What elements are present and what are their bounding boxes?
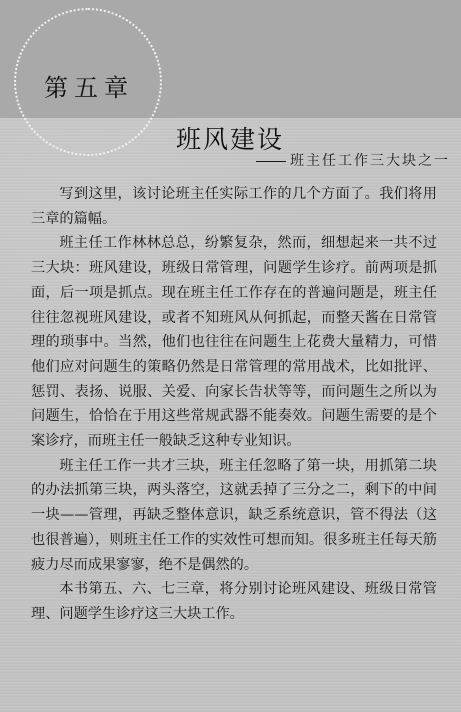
paragraph-4: 本书第五、六、七三章，将分别讨论班风建设、班级日常管理、问题学生诊疗这三大块工作。: [31, 581, 437, 622]
body-text: [31, 182, 437, 627]
paragraph-1: 写到这里，该讨论班主任实际工作的几个方面了。我们将用三章的篇幅。: [31, 186, 437, 227]
chapter-label: 第五章: [44, 74, 134, 102]
subtitle-dash: [256, 161, 286, 162]
section-title: 班风建设: [176, 125, 285, 154]
paragraph-3: 班主任工作一共才三块，班主任忽略了第一块，用抓第二块的办法抓第三块，两头落空，这就丢掉了三分之二，剩下的中间一块——管理，再缺乏整体意识，缺乏系统意识，管不得法（这也很普遍），则班主任工作的实效性可想而知。很多班主任每天筋疲力尽而成果寥寥，绝不是偶然的。: [31, 457, 437, 573]
section-subtitle: [256, 150, 450, 170]
subtitle-text: 班主任工作三大块之一: [290, 153, 450, 169]
paragraph-2: 班主任工作林林总总，纷繁复杂，然而，细想起来一共不过三大块：班风建设，班级日常管理，问题学生诊疗。前两项是抓面，后一项是抓点。现在班主任工作存在的普遍问题是，班主任往往忽视班风建设，或者不知班风从何抓起，而整天酱在日常管理的琐事中。当然，他们也往往在问题生上花费大量精力，可惜他们应对问题生的策略仍然是日常管理的常用战术，比如批评、惩罚、表扬、说服、关爱、向家长告状等等，而问题生之所以为问题生，恰恰在于用这些常规武器不能奏效。问题生需要的是个案诊疗，而班主任一般缺乏这种专业知识。: [31, 235, 437, 450]
